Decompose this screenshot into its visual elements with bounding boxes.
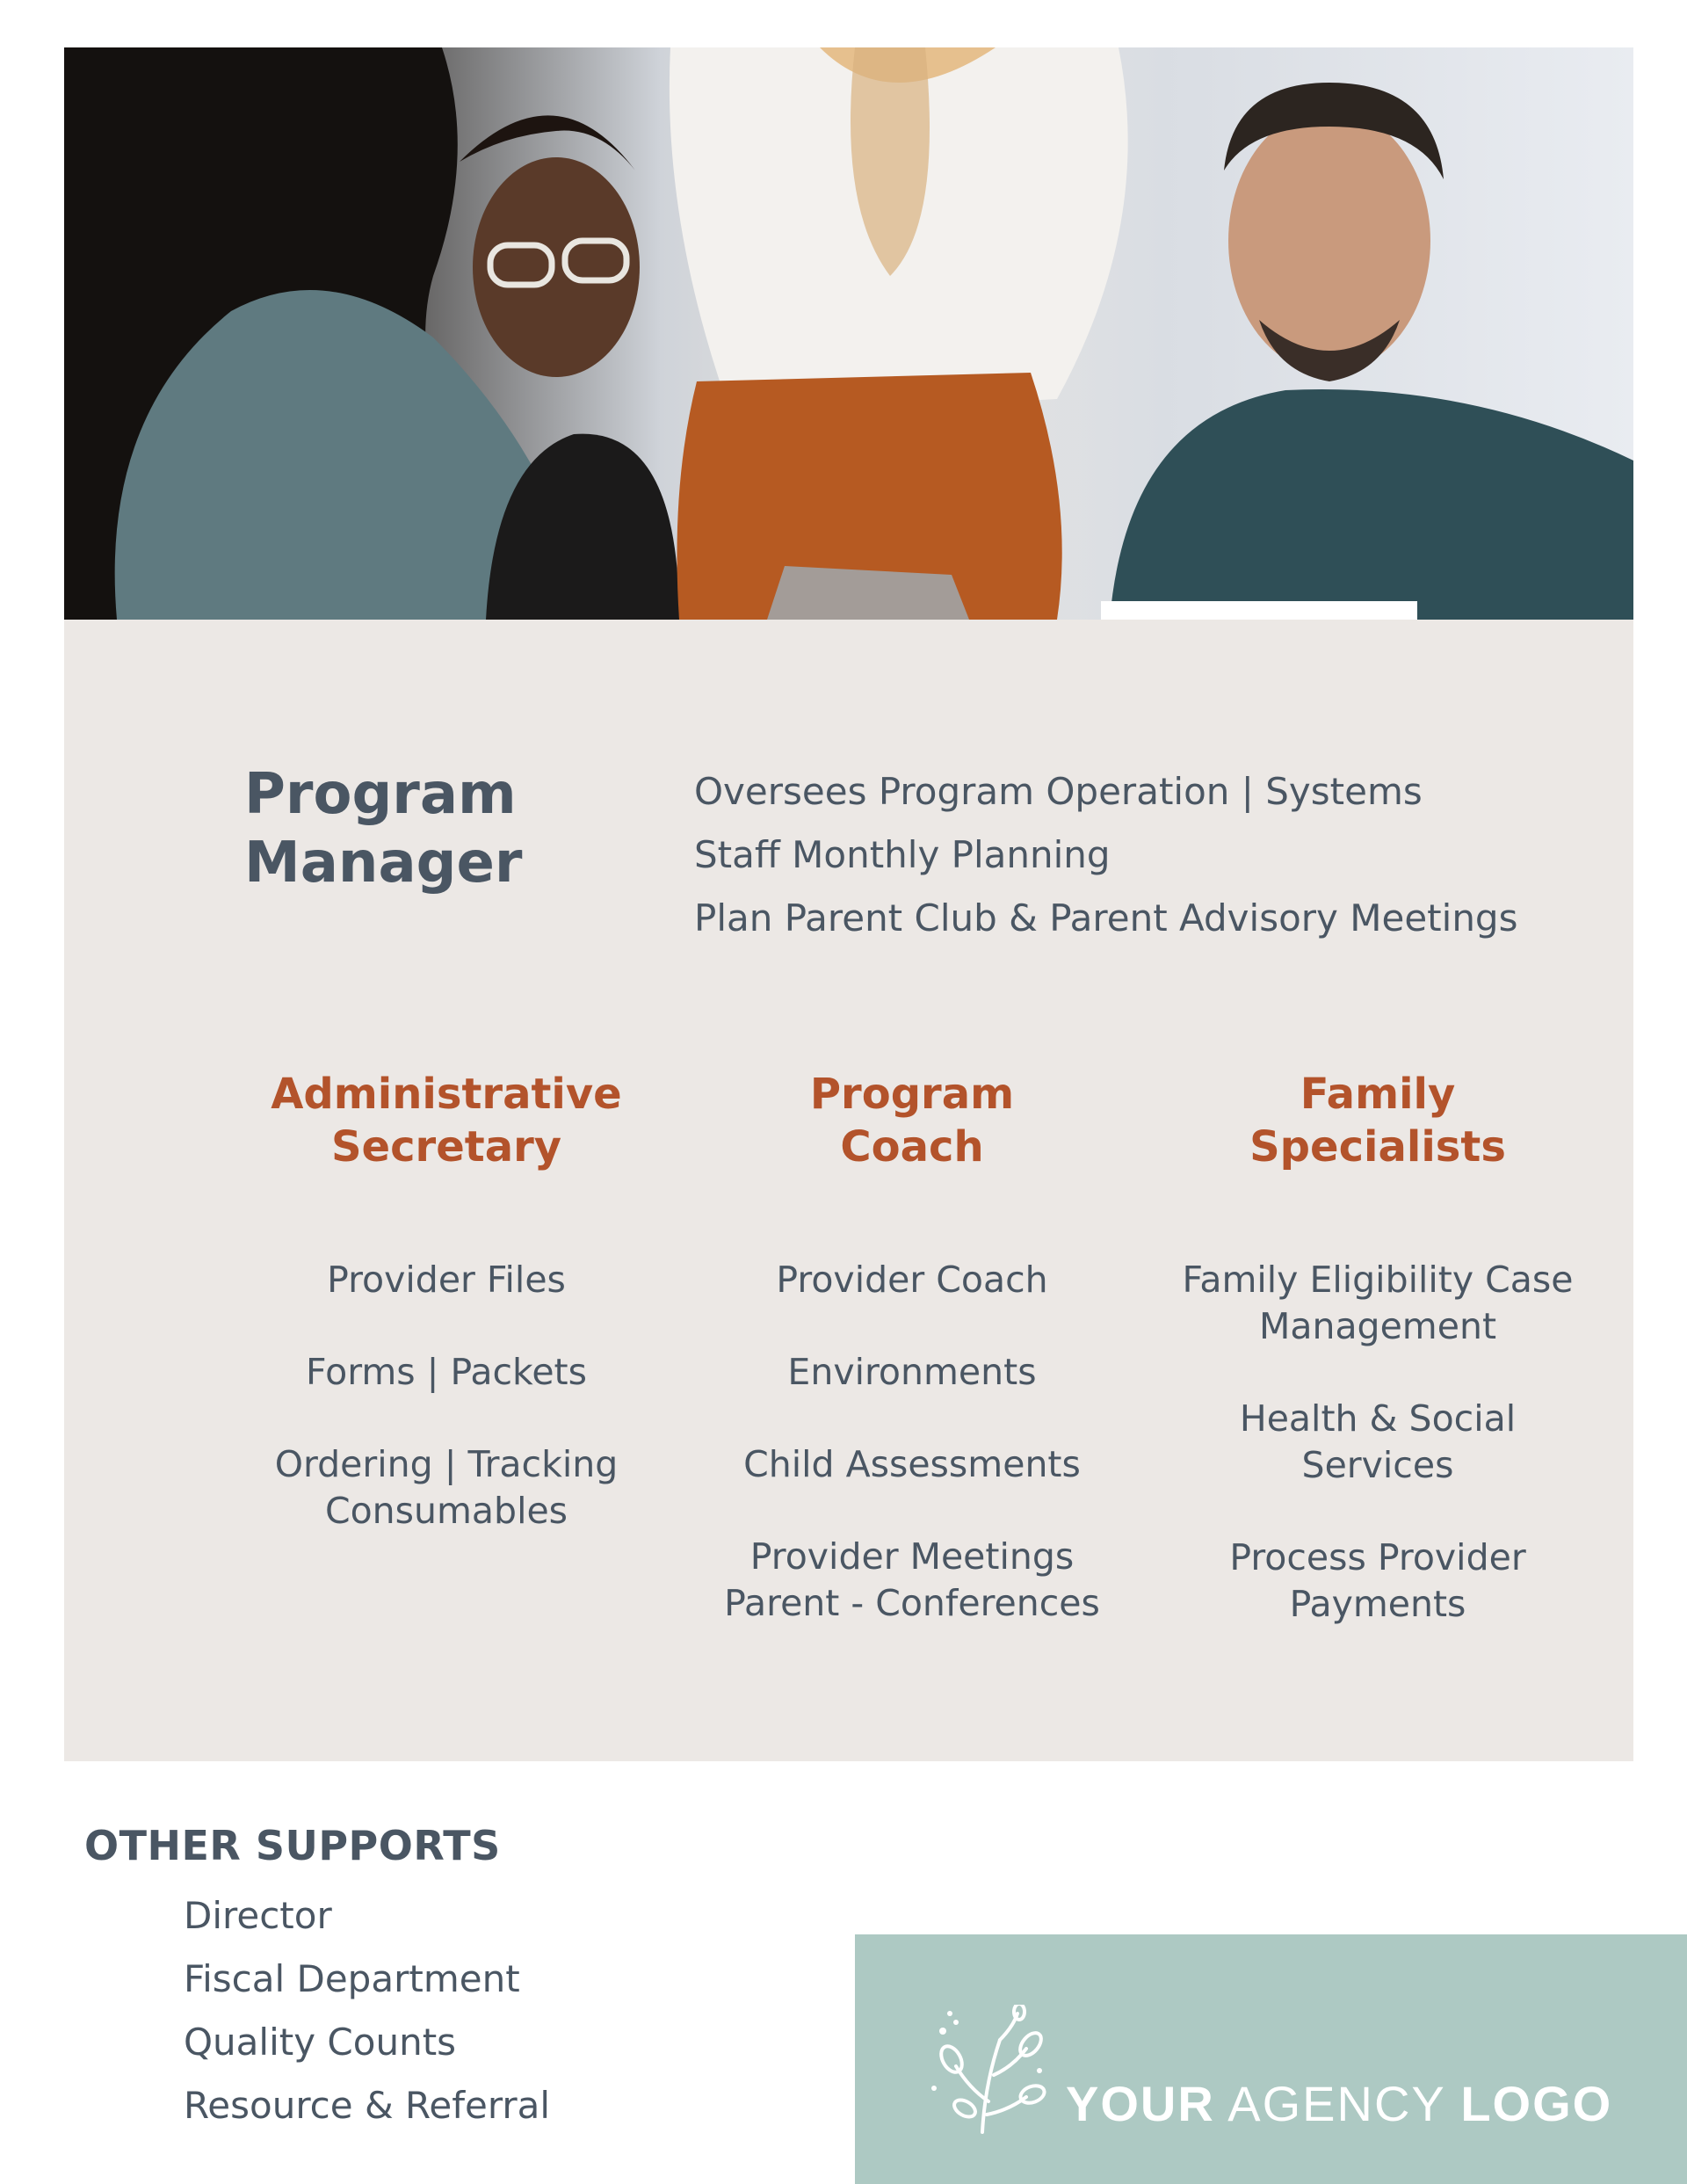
list-item-line: Ordering | Tracking <box>274 1443 619 1485</box>
program-manager-title-line1: Program <box>244 762 517 827</box>
column-title <box>1132 1068 1624 1173</box>
column-title-line2: Coach <box>840 1122 984 1172</box>
list-item <box>666 1441 1158 1488</box>
program-manager-title <box>244 760 522 897</box>
team-meeting-illustration <box>64 47 1633 620</box>
list-item <box>200 1257 692 1303</box>
botanical-sprig-icon <box>916 2005 1057 2137</box>
list-item-line: Child Assessments <box>743 1443 1081 1485</box>
duty-item: Plan Parent Club & Parent Advisory Meetings <box>694 896 1518 940</box>
list-item <box>200 1349 692 1396</box>
list-item-line: Services <box>1301 1444 1454 1486</box>
roles-panel <box>64 620 1633 1761</box>
column-items <box>666 1257 1158 1627</box>
program-manager-title-line2: Manager <box>244 831 523 896</box>
logo-word-logo: LOGO <box>1460 2076 1613 2131</box>
list-item <box>666 1257 1158 1303</box>
column-title-line1: Program <box>809 1070 1015 1119</box>
program-manager-duties <box>694 760 1517 950</box>
agency-logo-text <box>1066 2075 1612 2132</box>
family-specialists-column <box>1132 1068 1624 1673</box>
list-item <box>200 1441 692 1535</box>
hero-photo <box>64 47 1633 620</box>
list-item-line: Provider Coach <box>776 1259 1048 1301</box>
other-supports-list <box>184 1884 550 2137</box>
list-item-line: Consumables <box>324 1490 568 1532</box>
column-title-line1: Family <box>1300 1070 1456 1119</box>
other-supports-heading: OTHER SUPPORTS <box>84 1822 501 1869</box>
list-item-line: Health & Social <box>1239 1397 1517 1440</box>
list-item-line: Management <box>1258 1305 1497 1347</box>
list-item-line: Parent - Conferences <box>724 1582 1100 1624</box>
list-item: Resource & Referral <box>184 2084 551 2127</box>
column-title-line2: Specialists <box>1249 1122 1506 1172</box>
list-item-line: Environments <box>787 1351 1037 1393</box>
list-item <box>666 1349 1158 1396</box>
other-supports <box>84 1818 550 2137</box>
duty-item: Oversees Program Operation | Systems <box>694 770 1423 813</box>
list-item: Fiscal Department <box>184 1957 520 2000</box>
column-items <box>1132 1257 1624 1628</box>
list-item-line: Payments <box>1289 1583 1466 1625</box>
list-item: Director <box>184 1894 332 1937</box>
list-item-line: Provider Meetings <box>749 1535 1075 1578</box>
column-title <box>200 1068 692 1173</box>
duty-item: Staff Monthly Planning <box>694 833 1111 876</box>
list-item-line: Provider Files <box>327 1259 566 1301</box>
list-item-line: Process Provider <box>1229 1536 1526 1578</box>
program-coach-column <box>666 1068 1158 1672</box>
column-title <box>666 1068 1158 1173</box>
list-item <box>1132 1535 1624 1628</box>
administrative-secretary-column <box>200 1068 692 1580</box>
column-items <box>200 1257 692 1535</box>
list-item <box>1132 1257 1624 1350</box>
column-title-line1: Administrative <box>271 1070 622 1119</box>
list-item-line: Forms | Packets <box>305 1351 587 1393</box>
list-item <box>1132 1396 1624 1489</box>
agency-logo-box <box>855 1934 1687 2184</box>
list-item-line: Family Eligibility Case <box>1182 1259 1574 1301</box>
logo-word-your: YOUR <box>1066 2076 1215 2131</box>
logo-word-agency: AGENCY <box>1227 2076 1445 2131</box>
list-item: Quality Counts <box>184 2021 457 2064</box>
column-title-line2: Secretary <box>330 1122 562 1172</box>
list-item <box>666 1534 1158 1627</box>
